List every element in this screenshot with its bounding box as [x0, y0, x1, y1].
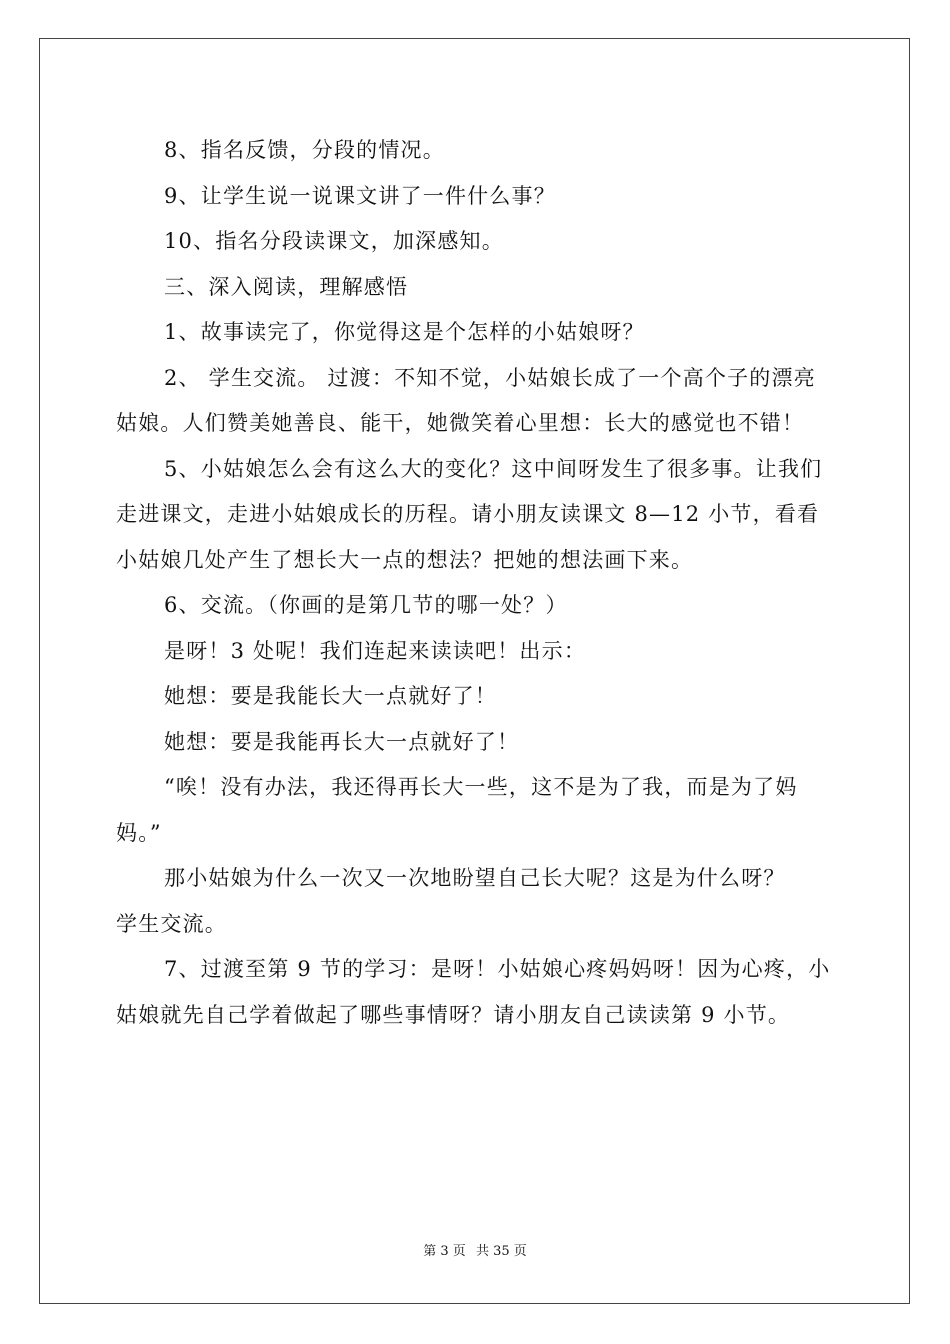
paragraph: 2、 学生交流。 过渡：不知不觉，小姑娘长成了一个高个子的漂亮姑娘。人们赞美她善良、能干，她微笑着心里想：长大的感觉也不错！ [116, 365, 816, 435]
paragraph: 那小姑娘为什么一次又一次地盼望自己长大呢？这是为什么呀？ [164, 866, 786, 890]
paragraph: 她想：要是我能再长大一点就好了！ [164, 729, 520, 754]
section-heading: 三、深入阅读，理解感悟 [164, 274, 409, 299]
quote-paragraph: “唉！没有办法，我还得再长大一些，这不是为了我，而是为了妈妈。” [116, 775, 798, 845]
paragraph: 1、故事读完了，你觉得这是个怎样的小姑娘呀？ [164, 320, 645, 344]
paragraph: 8、指名反馈，分段的情况。 [164, 138, 445, 162]
paragraph: 9、让学生说一说课文讲了一件什么事？ [164, 183, 556, 208]
paragraph: 她想：要是我能长大一点就好了！ [164, 684, 497, 708]
paragraph: 5、小姑娘怎么会有这么大的变化？这中间呀发生了很多事。让我们走进课文，走进小姑娘成长的历程。请小朋友读课文 8—12 小节，看看小姑娘几处产生了想长大一点的想法？把她的想法画下来。 [116, 456, 823, 572]
page-footer [0, 1240, 950, 1259]
paragraph: 6、交流。（你画的是第几节的哪一处？） [164, 593, 568, 617]
total-pages: 共 35 页 [475, 1244, 527, 1259]
paragraph: 10、指名分段读课文，加深感知。 [164, 229, 504, 253]
paragraph: 是呀！3 处呢！我们连起来读读吧！出示： [164, 638, 587, 663]
paragraph: 7、过渡至第 9 节的学习：是呀！小姑娘心疼妈妈呀！因为心疼，小姑娘就先自己学着做起了哪些事情呀？请小朋友自己读读第 9 小节。 [116, 957, 831, 1027]
page-number: 第 3 页 [423, 1244, 466, 1259]
document-body [116, 128, 838, 1038]
paragraph: 学生交流。 [116, 911, 227, 936]
